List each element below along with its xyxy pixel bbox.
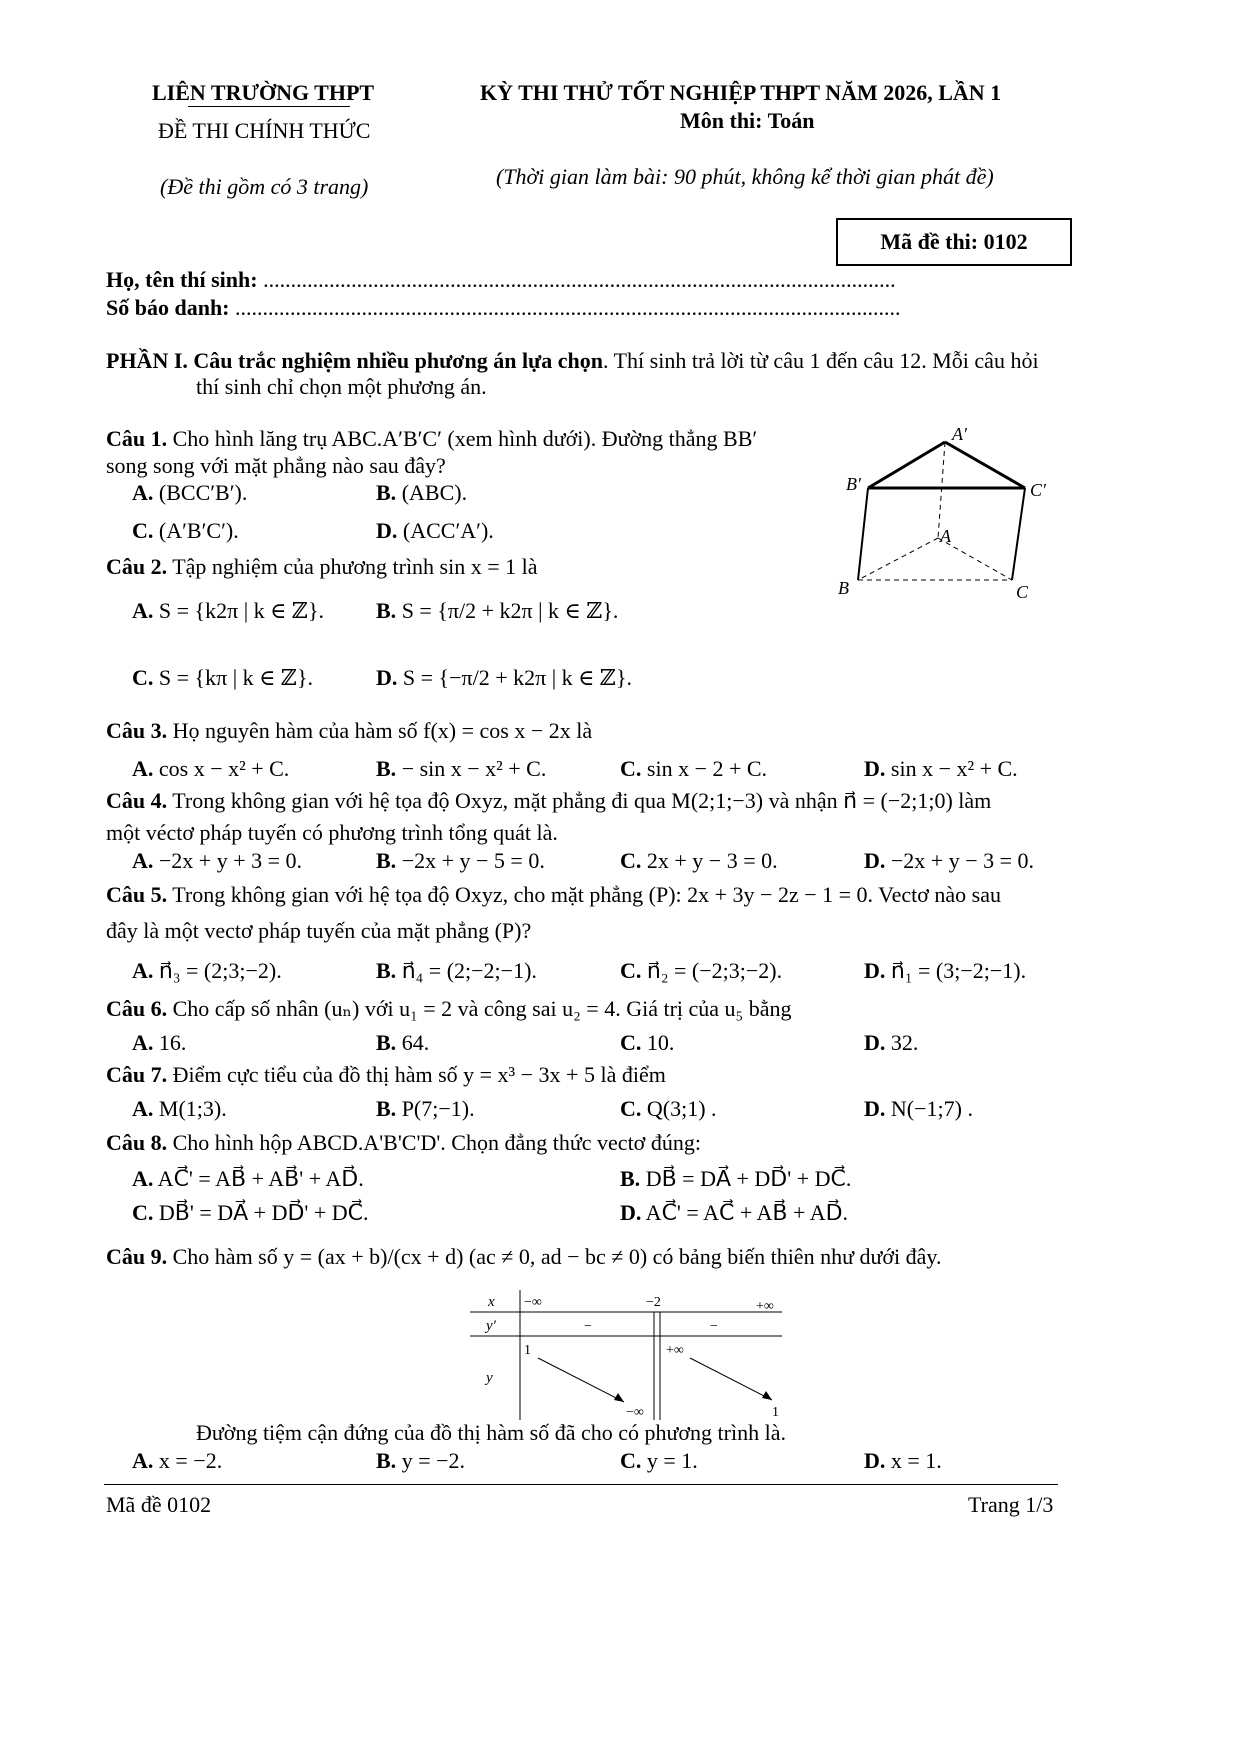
question-5-label: Câu 5. [106, 882, 168, 907]
q7-option-d[interactable] [864, 1096, 973, 1122]
q3-option-c[interactable] [620, 756, 767, 782]
q2-option-b[interactable] [376, 598, 618, 624]
option-label: A. [132, 756, 154, 781]
section1-text1: . Thí sinh trả lời từ câu 1 đến câu 12. Mỗi câu hỏi [603, 348, 1039, 373]
option-label: D. [620, 1200, 642, 1225]
exam-title: KỲ THI THỬ TỐT NGHIỆP THPT NĂM 2026, LẦN 1 [480, 80, 1002, 105]
question-7-text: Điểm cực tiểu của đồ thị hàm số y = x³ − 3x + 5 là điểm [167, 1062, 666, 1087]
question-6 [106, 996, 791, 1022]
option-text: P(7;−1). [396, 1096, 475, 1121]
question-1-text2: song song với mặt phẳng nào sau đây? [106, 453, 446, 478]
q8-option-c[interactable] [132, 1200, 369, 1226]
option-label: A. [132, 1448, 154, 1473]
option-label: D. [864, 1030, 886, 1055]
option-label: D. [376, 665, 398, 690]
option-label: A. [132, 480, 154, 505]
y-val: −∞ [626, 1405, 644, 1420]
footer-rule [104, 1484, 1058, 1485]
question-3 [106, 718, 592, 744]
option-label: C. [620, 1096, 642, 1121]
candidate-id-label: Số báo danh: [106, 295, 230, 320]
x-val: +∞ [756, 1299, 774, 1314]
question-4-text2: một véctơ pháp tuyến có phương trình tổng quát là. [106, 820, 558, 845]
arrow-head [614, 1393, 624, 1402]
edge-bb1 [858, 488, 868, 580]
section1-text2: thí sinh chỉ chọn một phương án. [196, 374, 487, 399]
option-text: S = {π/2 + k2π | k ∈ ℤ}. [396, 598, 619, 623]
option-label: A. [132, 958, 154, 983]
school-name: LIÊN TRƯỜNG THPT [152, 80, 375, 105]
q3-option-a[interactable] [132, 756, 289, 782]
q4-option-b[interactable] [376, 848, 545, 874]
option-text: Q(3;1) . [641, 1096, 717, 1121]
question-1 [106, 426, 757, 452]
q1-option-a[interactable] [132, 480, 247, 506]
option-text: DB⃗ = DA⃗ + DD⃗' + DC⃗. [640, 1166, 852, 1191]
option-text: 32. [885, 1030, 919, 1055]
label-b1: B′ [846, 474, 861, 494]
q8-option-d[interactable] [620, 1200, 848, 1226]
option-text: S = {k2π | k ∈ ℤ}. [153, 598, 325, 623]
option-text: 64. [396, 1030, 430, 1055]
question-9 [106, 1244, 942, 1270]
option-text: (A′B′C′). [153, 518, 239, 543]
y-val: +∞ [666, 1343, 684, 1358]
edge-aa1 [938, 442, 945, 538]
candidate-id-dots: ......................................................................................................................... [235, 295, 901, 320]
option-text: (BCC′B′). [153, 480, 248, 505]
question-7-label: Câu 7. [106, 1062, 168, 1087]
q5-option-b[interactable] [376, 958, 537, 984]
option-text: 16. [153, 1030, 187, 1055]
option-label: B. [376, 848, 397, 873]
option-text: −2x + y − 3 = 0. [885, 848, 1035, 873]
q2-option-a[interactable] [132, 598, 324, 624]
option-label: D. [864, 958, 886, 983]
question-2-text: Tập nghiệm của phương trình sin x = 1 là [167, 554, 538, 579]
q6-option-d[interactable] [864, 1030, 918, 1056]
question-2-label: Câu 2. [106, 554, 168, 579]
question-5 [106, 882, 1001, 908]
section1-heading [106, 348, 1039, 374]
option-label: B. [376, 1448, 397, 1473]
option-text: (ABC). [396, 480, 468, 505]
option-text: x = 1. [885, 1448, 942, 1473]
time-note: (Thời gian làm bài: 90 phút, không kể thời gian phát đề) [496, 164, 994, 189]
x-val: −2 [646, 1295, 661, 1310]
option-text: S = {kπ | k ∈ ℤ}. [153, 665, 314, 690]
option-label: A. [132, 598, 154, 623]
edge-ab [858, 538, 938, 580]
option-label: C. [620, 1448, 642, 1473]
exam-code-box: Mã đề thi: 0102 [836, 218, 1072, 266]
option-label: D. [864, 848, 886, 873]
option-label: C. [132, 518, 154, 543]
question-8 [106, 1130, 701, 1156]
candidate-name-dots: ................................................................................................................... [263, 267, 896, 292]
label-c: C [1016, 582, 1029, 602]
option-text: −2x + y + 3 = 0. [153, 848, 303, 873]
y-val: 1 [772, 1405, 779, 1420]
question-1-label: Câu 1. [106, 426, 168, 451]
option-label: C. [620, 1030, 642, 1055]
option-text: n⃗₁ = (3;−2;−1). [885, 958, 1027, 983]
question-9-label: Câu 9. [106, 1244, 168, 1269]
footer-code: Mã đề 0102 [106, 1492, 212, 1517]
q7-option-b[interactable] [376, 1096, 475, 1122]
q1-option-b[interactable] [376, 480, 467, 506]
question-1-text: Cho hình lăng trụ ABC.A′B′C′ (xem hình dưới). Đường thẳng BB′ [167, 426, 758, 451]
option-label: D. [864, 756, 886, 781]
label-a1: A′ [952, 424, 967, 444]
q5-option-c[interactable] [620, 958, 782, 984]
q1-option-d[interactable] [376, 518, 494, 544]
q9-option-a[interactable] [132, 1448, 222, 1474]
edge-a1c1 [945, 442, 1025, 488]
question-7 [106, 1062, 666, 1088]
option-text: S = {−π/2 + k2π | k ∈ ℤ}. [397, 665, 633, 690]
q7-option-c[interactable] [620, 1096, 717, 1122]
question-8-text: Cho hình hộp ABCD.A'B'C'D'. Chọn đẳng thức vectơ đúng: [167, 1130, 701, 1155]
candidate-name-label: Họ, tên thí sinh: [106, 267, 258, 292]
option-text: AC⃗' = AC⃗ + AB⃗ + AD⃗. [641, 1200, 849, 1225]
yprime-label: y′ [486, 1318, 496, 1334]
option-text: −2x + y − 5 = 0. [396, 848, 545, 873]
label-a: A [940, 526, 951, 546]
edge-cc1 [1012, 488, 1025, 580]
q1-option-c[interactable] [132, 518, 239, 544]
q5-option-d[interactable] [864, 958, 1026, 984]
option-text: y = −2. [396, 1448, 466, 1473]
question-4-label: Câu 4. [106, 788, 168, 813]
variation-table [466, 1288, 786, 1423]
option-text: 10. [641, 1030, 675, 1055]
option-text: M(1;3). [153, 1096, 227, 1121]
q5-option-a[interactable] [132, 958, 282, 984]
option-label: D. [864, 1448, 886, 1473]
decreasing-arrow [538, 1358, 624, 1402]
candidate-id-row [106, 295, 901, 321]
question-8-label: Câu 8. [106, 1130, 168, 1155]
question-4 [106, 788, 991, 814]
label-b: B [838, 578, 849, 598]
option-text: 2x + y − 3 = 0. [641, 848, 778, 873]
option-label: C. [132, 1200, 154, 1225]
option-text: DB⃗' = DA⃗ + DD⃗' + DC⃗. [153, 1200, 369, 1225]
subject: Môn thi: Toán [680, 108, 815, 133]
pages-note: (Đề thi gồm có 3 trang) [160, 174, 369, 199]
question-9-text: Cho hàm số y = (ax + b)/(cx + d) (ac ≠ 0, ad − bc ≠ 0) có bảng biến thiên như dưới đây. [167, 1244, 942, 1269]
option-label: B. [376, 480, 397, 505]
option-label: C. [620, 958, 642, 983]
footer-page: Trang 1/3 [968, 1492, 1054, 1517]
q8-option-a[interactable] [132, 1166, 364, 1192]
candidate-name-row [106, 267, 896, 293]
option-label: A. [132, 1030, 154, 1055]
question-5-text: Trong không gian với hệ tọa độ Oxyz, cho mặt phẳng (P): 2x + 3y − 2z − 1 = 0. Vectơ nào sau [167, 882, 1001, 907]
option-text: n⃗₂ = (−2;3;−2). [641, 958, 783, 983]
q9-option-b[interactable] [376, 1448, 465, 1474]
option-text: − sin x − x² + C. [396, 756, 547, 781]
q9-option-c[interactable] [620, 1448, 698, 1474]
option-label: B. [376, 1030, 397, 1055]
option-label: D. [864, 1096, 886, 1121]
option-label: A. [132, 1096, 154, 1121]
label-c1: C′ [1030, 480, 1046, 500]
official-label: ĐỀ THI CHÍNH THỨC [158, 118, 371, 143]
q2-option-d[interactable] [376, 665, 632, 691]
option-label: C. [620, 848, 642, 873]
edge-a1b1 [868, 442, 945, 488]
q3-option-b[interactable] [376, 756, 546, 782]
q3-option-d[interactable] [864, 756, 1018, 782]
q4-option-c[interactable] [620, 848, 778, 874]
option-label: D. [376, 518, 398, 543]
q4-option-a[interactable] [132, 848, 302, 874]
q6-option-b[interactable] [376, 1030, 429, 1056]
option-label: B. [376, 756, 397, 781]
question-4-text: Trong không gian với hệ tọa độ Oxyz, mặt phẳng đi qua M(2;1;−3) và nhận n⃗ = (−2;1;0) làm [167, 788, 992, 813]
yprime-sign: − [710, 1319, 718, 1334]
question-9-text2: Đường tiệm cận đứng của đồ thị hàm số đã cho có phương trình là. [196, 1420, 786, 1445]
school-underline [188, 106, 350, 107]
option-text: n⃗₃ = (2;3;−2). [153, 958, 282, 983]
option-text: (ACC′A′). [397, 518, 494, 543]
option-label: B. [376, 1096, 397, 1121]
option-label: A. [132, 1166, 154, 1191]
question-6-text: Cho cấp số nhân (uₙ) với u₁ = 2 và công sai u₂ = 4. Giá trị của u₅ bằng [167, 996, 792, 1021]
option-text: n⃗₄ = (2;−2;−1). [396, 958, 537, 983]
option-text: sin x − 2 + C. [641, 756, 768, 781]
question-2 [106, 554, 538, 580]
arrow-head [762, 1391, 772, 1400]
option-text: N(−1;7) . [885, 1096, 973, 1121]
q2-option-c[interactable] [132, 665, 313, 691]
q9-option-d[interactable] [864, 1448, 942, 1474]
option-label: A. [132, 848, 154, 873]
y-val: 1 [524, 1343, 531, 1358]
x-label: x [488, 1294, 495, 1310]
q6-option-a[interactable] [132, 1030, 186, 1056]
decreasing-arrow [690, 1358, 772, 1400]
question-5-text2: đây là một vectơ pháp tuyến của mặt phẳng (P)? [106, 918, 532, 943]
question-3-label: Câu 3. [106, 718, 168, 743]
y-label: y [486, 1370, 493, 1386]
option-text: y = 1. [641, 1448, 698, 1473]
option-label: C. [132, 665, 154, 690]
option-label: C. [620, 756, 642, 781]
prism-figure [830, 420, 1060, 605]
option-text: x = −2. [153, 1448, 223, 1473]
yprime-sign: − [584, 1319, 592, 1334]
question-3-text: Họ nguyên hàm của hàm số f(x) = cos x − 2x là [167, 718, 593, 743]
q6-option-c[interactable] [620, 1030, 674, 1056]
question-6-label: Câu 6. [106, 996, 168, 1021]
option-text: cos x − x² + C. [153, 756, 290, 781]
x-val: −∞ [524, 1295, 542, 1310]
option-label: B. [376, 958, 397, 983]
option-label: B. [376, 598, 397, 623]
section1-title: PHẦN I. Câu trắc nghiệm nhiều phương án lựa chọn [106, 348, 603, 373]
option-text: AC⃗' = AB⃗ + AB⃗' + AD⃗. [153, 1166, 364, 1191]
option-label: B. [620, 1166, 641, 1191]
q8-option-b[interactable] [620, 1166, 851, 1192]
q7-option-a[interactable] [132, 1096, 227, 1122]
option-text: sin x − x² + C. [885, 756, 1018, 781]
q4-option-d[interactable] [864, 848, 1034, 874]
